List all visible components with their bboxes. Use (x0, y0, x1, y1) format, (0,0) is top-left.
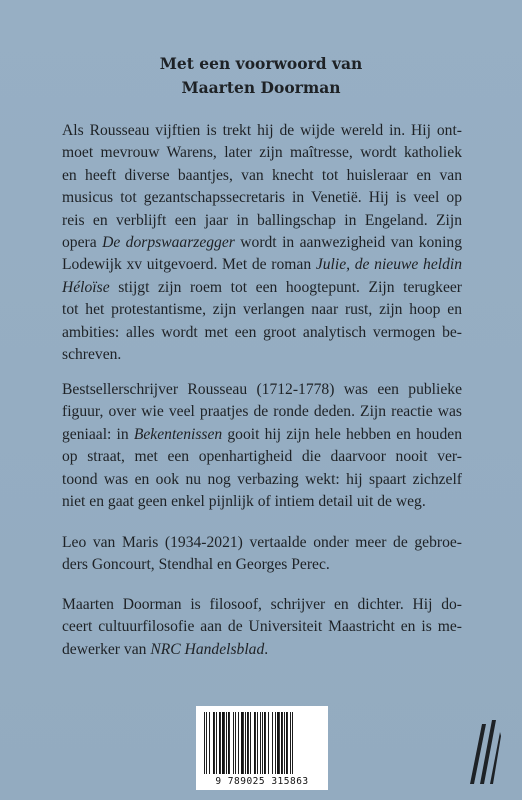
text-line: Maarten Doorman is filosoof, schrijver en dichter. Hij do- (62, 596, 462, 613)
barcode-bar (290, 712, 291, 774)
barcode-bar (216, 712, 217, 774)
text-segment: . (264, 640, 269, 658)
barcode-bar (209, 712, 210, 774)
italic-title: De dorpswaarzegger (102, 234, 235, 252)
translator-bio (62, 532, 462, 577)
text-line: niet en gaat geen enkel pijnlijk of intiem detail uit de weg. (62, 493, 426, 511)
text-segment: geniaal: in (62, 425, 134, 443)
barcode-bar (238, 712, 239, 774)
text-line: ders Goncourt, Stendhal en Georges Perec. (62, 556, 330, 574)
foreword-author-bio (62, 594, 462, 661)
publisher-logo (468, 714, 502, 786)
cover-heading (0, 52, 522, 100)
barcode-bar (262, 712, 263, 774)
barcode-bar (241, 712, 244, 774)
barcode-bar (277, 712, 280, 774)
isbn-barcode (196, 706, 328, 790)
barcode-bar (226, 712, 227, 774)
barcode-bar (213, 712, 215, 774)
italic-title: Bekentenissen (133, 425, 223, 443)
text-line: schreven. (62, 346, 122, 364)
barcode-bar (247, 712, 249, 774)
barcode-bar (219, 712, 221, 774)
barcode-bar (235, 712, 236, 774)
text-line: Leo van Maris (1934-2021) vertaalde onder meer de gebroe- (62, 534, 462, 551)
text-segment: dewerker van (62, 640, 151, 658)
text-line: Als Rousseau vijftien is trekt hij de wijde wereld in. Hij ont- (62, 122, 462, 139)
text-segment: wordt in aanwezigheid van koning (234, 234, 463, 252)
text-line: reis en verblijft een jaar in ballingschap in Engeland. Zijn (62, 211, 462, 229)
barcode-bar (245, 712, 246, 774)
text-segment: gooit hij zijn hele hebben en houden (222, 425, 462, 443)
italic-title: Héloïse (62, 278, 110, 296)
text-line: musicus tot gezantschapssecretaris in Venetië. Hij is veel op (62, 189, 462, 207)
barcode-bar (233, 712, 234, 774)
text-line: moet mevrouw Warens, later zijn maîtresse, wordt katholiek (62, 144, 462, 162)
text-line: en heeft diverse baantjes, van knecht tot huisleraar en van (62, 166, 462, 184)
text-line: ambities: alles wordt met een groot analytisch vermogen be- (62, 323, 462, 341)
barcode-bar (281, 712, 283, 774)
isbn-number: 9 789025 315863 (215, 776, 309, 787)
text-line: op straat, met een openhartigheid die daarvoor nooit ver- (62, 448, 462, 466)
text-line: tot het protestantisme, zijn verlangen naar rust, zijn hoop en (62, 301, 462, 319)
text-line (62, 639, 462, 661)
barcode-bar (275, 712, 276, 774)
text-line (62, 254, 462, 276)
text-line: toond was en ook nu nog verbazing wekt: hij spaart zichzelf (62, 470, 462, 488)
barcode-bar (272, 712, 273, 774)
text-segment: Lodewijk xv uitgevoerd. Met de roman (62, 256, 316, 274)
text-segment: stijgt zijn roem tot een hoogtepunt. Zijn terugkeer (109, 278, 462, 296)
barcode-bar (222, 712, 225, 774)
italic-title: NRC Handelsblad (150, 640, 265, 658)
heading-line-1: Met een voorwoord van (159, 54, 363, 73)
blurb-paragraph-2 (62, 379, 462, 513)
barcode-bar (260, 712, 261, 774)
text-line (62, 277, 462, 299)
text-line: figuur, over wie veel praatjes de ronde deden. Zijn reactie was (62, 403, 462, 421)
barcode-bar (286, 712, 288, 774)
barcode-bar (228, 712, 230, 774)
barcode-bar (206, 712, 207, 774)
heading-line-2: Maarten Doorman (181, 78, 341, 97)
blurb-paragraph-1 (62, 120, 462, 366)
barcode-bar (292, 712, 293, 774)
barcode-bar (254, 712, 256, 774)
barcode-bar (257, 712, 258, 774)
barcode-bar (284, 712, 285, 774)
barcode-bars (204, 712, 320, 774)
text-line (62, 424, 462, 446)
text-line: Bestsellerschrijver Rousseau (1712-1778) was een publieke (62, 381, 462, 398)
italic-title: Julie, de nieuwe heldin (315, 256, 462, 274)
barcode-bar (204, 712, 205, 774)
text-line (62, 232, 462, 254)
barcode-bar (264, 712, 266, 774)
barcode-bar (250, 712, 251, 774)
text-line: ceert cultuurfilosofie aan de Universiteit Maastricht en is me- (62, 618, 462, 636)
barcode-bar (268, 712, 269, 774)
text-segment: opera (62, 234, 103, 252)
